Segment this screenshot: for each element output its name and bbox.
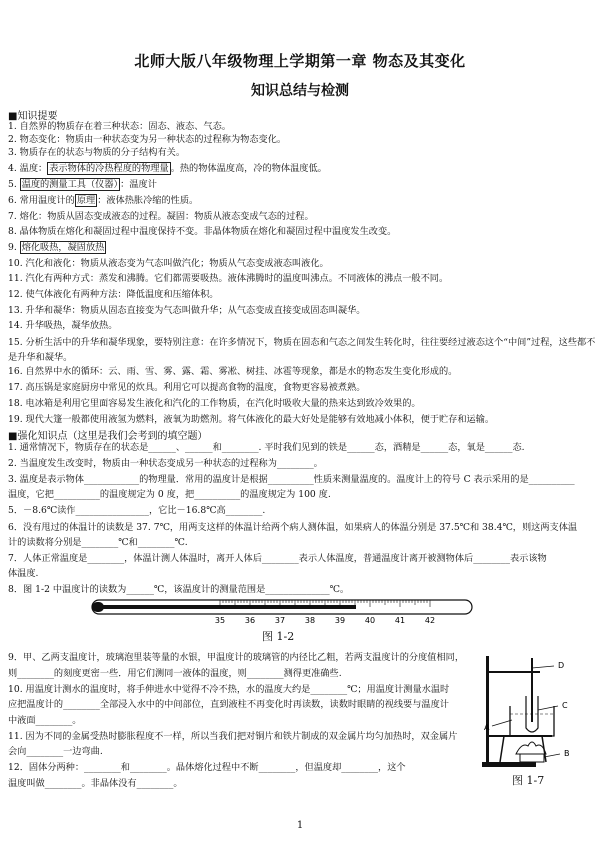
apparatus-label-c: C — [562, 701, 568, 710]
apparatus-figure — [482, 650, 592, 770]
knowledge-item-4-prefix: 4. 温度： — [8, 163, 48, 174]
knowledge-item-6-suffix: ：液体热胀冷缩的性质。 — [97, 195, 199, 206]
knowledge-item-14: 14. 升华吸热，凝华放热。 — [8, 320, 118, 331]
knowledge-item-6 — [8, 195, 596, 206]
thermometer-tick-label: 36 — [244, 616, 256, 625]
exercise-10-line-2: 应把温度计的________全部浸入水中的中间部位，直到液柱不再变化时再读数，读数时眼睛的视线要与温度计 — [8, 699, 449, 710]
knowledge-item-16: 16. 自然界中水的循环：云、雨、雪、雾、露、霜、雾凇、树挂、冰雹等现象，都是水的物态发生变化形成的。 — [8, 366, 458, 377]
exercise-3-line-1: 3. 温度是表示物体____________的物理量．常用的温度计是根据__________性质来测量温度的。温度计上的符号 C 表示采用的是__________ — [8, 474, 575, 485]
exercise-2: 2. 当温度发生改变时，物质由一种状态变成另一种状态的过程称为________。 — [8, 458, 323, 469]
page-number: 1 — [296, 820, 304, 831]
thermometer-tick-label: 37 — [274, 616, 286, 625]
knowledge-item-8: 8. 晶体物质在熔化和凝固过程中温度保持不变。非晶体物质在熔化和凝固过程中温度发生改变。 — [8, 226, 397, 237]
knowledge-item-9 — [8, 242, 596, 253]
thermometer-tick-label: 35 — [214, 616, 226, 625]
document-subtitle: 知识总结与检测 — [251, 83, 349, 99]
knowledge-item-18: 18. 电冰箱是利用它里面容易发生液化和汽化的工作物质，在汽化时吸收大量的热来达到致冷效果的。 — [8, 398, 421, 409]
knowledge-item-2: 2. 物态变化：物质由一种状态变为另一种状态的过程称为物态变化。 — [8, 134, 287, 145]
knowledge-item-10: 10. 汽化和液化：物质从液态变为气态叫做汽化；物质从气态变成液态叫液化。 — [8, 258, 329, 269]
exercise-1: 1. 通常情况下，物质存在的状态是______、______和________. 平时我们见到的铁是______态，酒精是______态，氧是______态. — [8, 442, 525, 453]
knowledge-item-11: 11. 汽化有两种方式：蒸发和沸腾。它们都需要吸热。液体沸腾时的温度叫沸点。不同液体的沸点一般不同。 — [8, 273, 449, 284]
apparatus-label-d: D — [558, 661, 565, 670]
knowledge-item-9-prefix: 9. — [8, 242, 20, 253]
knowledge-item-13: 13. 升华和凝华：物质从固态直接变为气态叫做升华；从气态变成直接变成固态叫凝华。 — [8, 305, 366, 316]
knowledge-item-12: 12. 使气体液化有两种方法：降低温度和压缩体积。 — [8, 289, 219, 300]
knowledge-item-4-suffix: 。热的物体温度高，冷的物体温度低。 — [170, 163, 327, 174]
apparatus-label-a: A — [484, 723, 490, 732]
exercise-12-line-2: 温度叫做________。非晶体没有________。 — [8, 778, 183, 789]
knowledge-item-15: 15. 分析生活中的升华和凝华现象，要特别注意：在许多情况下，物质在固态和气态之间发生转化时，往往要经过液态这个“中间”过程，这些都不是升华和凝华。 — [8, 337, 596, 363]
apparatus-label-b: B — [564, 749, 570, 758]
knowledge-item-5-prefix: 5. — [8, 179, 20, 190]
knowledge-item-4 — [8, 163, 596, 174]
section-heading-knowledge: ■知识提要 — [8, 111, 58, 122]
figure-1-7-caption: 图 1-7 — [512, 774, 545, 787]
knowledge-item-9-boxed: 熔化吸热，凝固放热 — [21, 242, 105, 253]
knowledge-item-5-boxed: 温度的测量工具（仪器） — [21, 179, 119, 190]
thermometer-figure — [90, 596, 490, 626]
thermometer-tick-label: 41 — [394, 616, 406, 625]
document-title: 北师大版八年级物理上学期第一章 物态及其变化 — [134, 52, 466, 70]
knowledge-item-5 — [8, 179, 596, 190]
thermometer-tick-label: 39 — [334, 616, 346, 625]
exercise-6-line-1: 6．没有甩过的体温计的读数是 37. 7℃，用两支这样的体温计给两个病人测体温，如果病人的体温分别是 37.5℃和 38.4℃，则这两支体温 — [8, 522, 578, 533]
exercise-5: 5．－8.6℃读作________________，它比－16.8℃高________. — [8, 505, 266, 516]
knowledge-item-6-prefix: 6. 常用温度计的 — [8, 195, 75, 206]
exercise-11-line-1: 11. 因为不同的金属受热时膨胀程度不一样，所以当我们把对铜片和铁片制成的双金属片均匀加热时，双金属片 — [8, 731, 458, 742]
exercise-8: 8．图 1-2 中温度计的读数为______℃，该温度计的测量范围是______________℃。 — [8, 584, 350, 595]
exercise-9-line-2: 则________的刻度更密一些．用它们测同一液体的温度，则________测得更准确些. — [8, 668, 342, 679]
knowledge-item-6-boxed: 原理 — [76, 195, 96, 206]
exercise-3-line-2: 温度，它把__________的温度规定为 0 度，把__________的温度规定为 100 度. — [8, 489, 331, 500]
exercise-11-line-2: 会向________一边弯曲. — [8, 746, 103, 757]
exercise-7-line-1: 7．人体正常温度是________，体温计测人体温时，离开人体后________表示人体温度，普通温度计离开被测物体后________表示该物 — [8, 553, 547, 564]
knowledge-item-4-boxed: 表示物体的冷热程度的物理量 — [49, 163, 169, 174]
exercise-10-line-3: 中液面________。 — [8, 715, 82, 726]
exercise-12-line-1: 12．固体分两种：________和________。晶体熔化过程中不断________，但温度却________，这个 — [8, 762, 406, 773]
knowledge-item-5-suffix: ：温度计 — [120, 179, 157, 190]
thermometer-tick-label: 42 — [424, 616, 436, 625]
exercise-7-line-2: 体温度. — [8, 568, 39, 579]
knowledge-item-3: 3. 物质存在的状态与物质的分子结构有关。 — [8, 147, 186, 158]
section-heading-exercises: ■强化知识点（这里是我们会考到的填空题） — [8, 431, 208, 442]
knowledge-item-17: 17. 高压锅是家庭厨房中常见的炊具。利用它可以提高食物的温度，食物更容易被煮熟。 — [8, 382, 366, 393]
knowledge-item-19: 19. 现代大篷一般都使用液氢为燃料，液氧为助燃剂。将气体液化的最大好处是能够有效地减小体积，便于贮存和运输。 — [8, 414, 495, 425]
knowledge-item-7: 7. 熔化：物质从固态变成液态的过程。凝固：物质从液态变成气态的过程。 — [8, 211, 314, 222]
thermometer-tick-label: 40 — [364, 616, 376, 625]
exercise-9-line-1: 9．甲、乙两支温度计，玻璃泡里装等量的水银，甲温度计的玻璃管的内径比乙粗，若两支温度计的分度值相同， — [8, 652, 465, 663]
exercise-6-line-2: 计的读数将分别是________℃和________℃. — [8, 537, 188, 548]
thermometer-tick-label: 38 — [304, 616, 316, 625]
figure-1-2-caption: 图 1-2 — [262, 630, 295, 643]
knowledge-item-1: 1. 自然界的物质存在着三种状态：固态、液态、气态。 — [8, 121, 231, 132]
exercise-10-line-1: 10. 用温度计测水的温度时，将手伸进水中觉得不冷不热，水的温度大约是________℃；用温度计测量水温时 — [8, 684, 450, 695]
